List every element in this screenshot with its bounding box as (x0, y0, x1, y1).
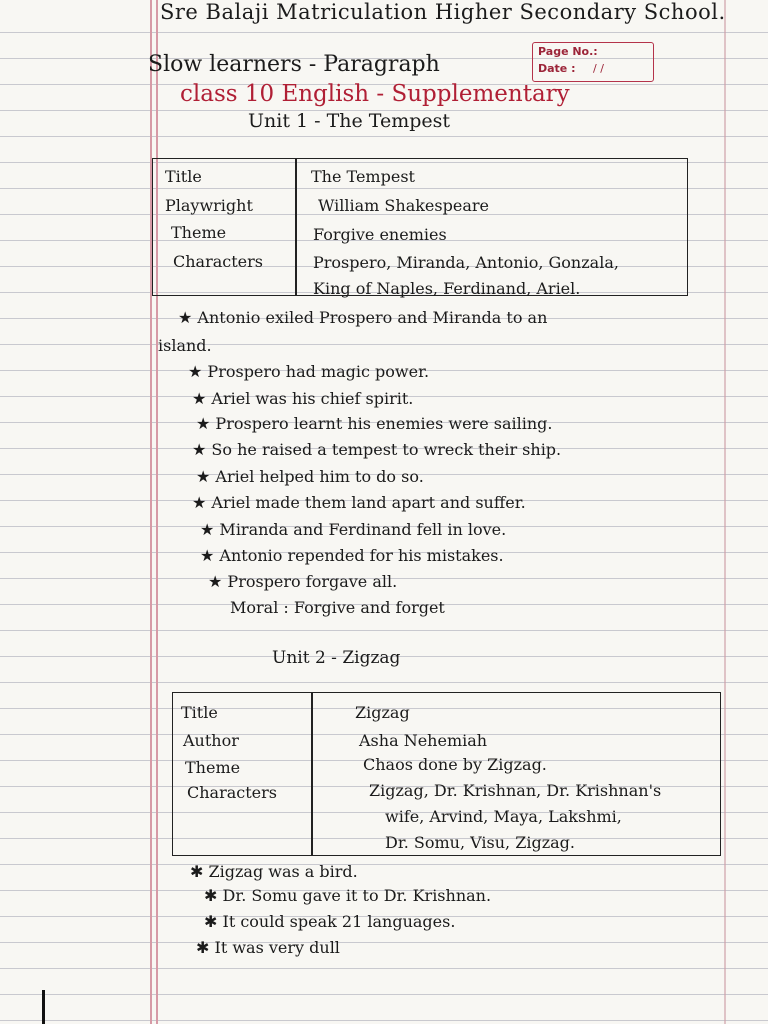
list-item: ★ So he raised a tempest to wreck their ship. (192, 440, 562, 459)
table-value: Asha Nehemiah (359, 731, 488, 750)
table-divider (311, 693, 313, 855)
table-value: Prospero, Miranda, Antonio, Gonzala, (313, 253, 619, 272)
table-value-continued: King of Naples, Ferdinand, Ariel. (313, 279, 581, 298)
unit2-info-table (172, 692, 721, 856)
table-value: Chaos done by Zigzag. (363, 755, 547, 774)
list-item: ★ Ariel was his chief spirit. (192, 389, 414, 408)
unit1-info-table (152, 158, 688, 296)
date-row (533, 60, 653, 77)
table-label: Title (165, 167, 202, 186)
table-value: Forgive enemies (313, 225, 447, 244)
table-value-continued: Dr. Somu, Visu, Zigzag. (385, 833, 575, 852)
table-divider (295, 159, 297, 295)
list-item: ✱ It could speak 21 languages. (204, 912, 456, 931)
date-label: Date : (538, 62, 576, 75)
list-item: ★ Prospero learnt his enemies were sailing. (196, 414, 553, 433)
page-no-label: Page No.: (538, 45, 598, 58)
margin-line-inner (156, 0, 158, 1024)
unit2-heading: Unit 2 - Zigzag (272, 648, 401, 668)
list-item: ★ Prospero forgave all. (208, 572, 398, 591)
page-number-box (532, 42, 654, 82)
page-subtitle: Slow learners - Paragraph (148, 52, 440, 77)
table-label: Theme (185, 758, 241, 777)
right-edge-line (724, 0, 726, 1024)
table-value: William Shakespeare (318, 196, 489, 215)
list-item: ★ Antonio repended for his mistakes. (200, 546, 504, 565)
unit1-heading: Unit 1 - The Tempest (248, 110, 451, 132)
margin-line (150, 0, 152, 1024)
list-item: island. (158, 336, 212, 355)
table-label: Title (181, 703, 218, 722)
list-item: ✱ Zigzag was a bird. (190, 862, 358, 881)
table-value: Zigzag, Dr. Krishnan, Dr. Krishnan's (369, 781, 662, 800)
table-label: Theme (171, 223, 227, 242)
list-item: ★ Antonio exiled Prospero and Miranda to an (178, 308, 548, 327)
list-item: ★ Miranda and Ferdinand fell in love. (200, 520, 507, 539)
school-name: Sre Balaji Matriculation Higher Secondary School. (160, 0, 726, 24)
binder-mark (42, 990, 45, 1024)
list-item: ✱ It was very dull (196, 938, 340, 957)
table-value: Zigzag (355, 703, 410, 722)
class-heading: class 10 English - Supplementary (180, 81, 570, 107)
table-value: The Tempest (311, 167, 415, 186)
date-value: / / (593, 62, 604, 75)
table-label: Author (183, 731, 239, 750)
list-item: ★ Prospero had magic power. (188, 362, 430, 381)
table-value-continued: wife, Arvind, Maya, Lakshmi, (385, 807, 622, 826)
moral-line: Moral : Forgive and forget (230, 598, 445, 617)
table-label: Characters (173, 252, 263, 271)
list-item: ★ Ariel made them land apart and suffer. (192, 493, 526, 512)
table-label: Playwright (165, 196, 253, 215)
list-item: ★ Ariel helped him to do so. (196, 467, 424, 486)
list-item: ✱ Dr. Somu gave it to Dr. Krishnan. (204, 886, 492, 905)
table-label: Characters (187, 783, 277, 802)
